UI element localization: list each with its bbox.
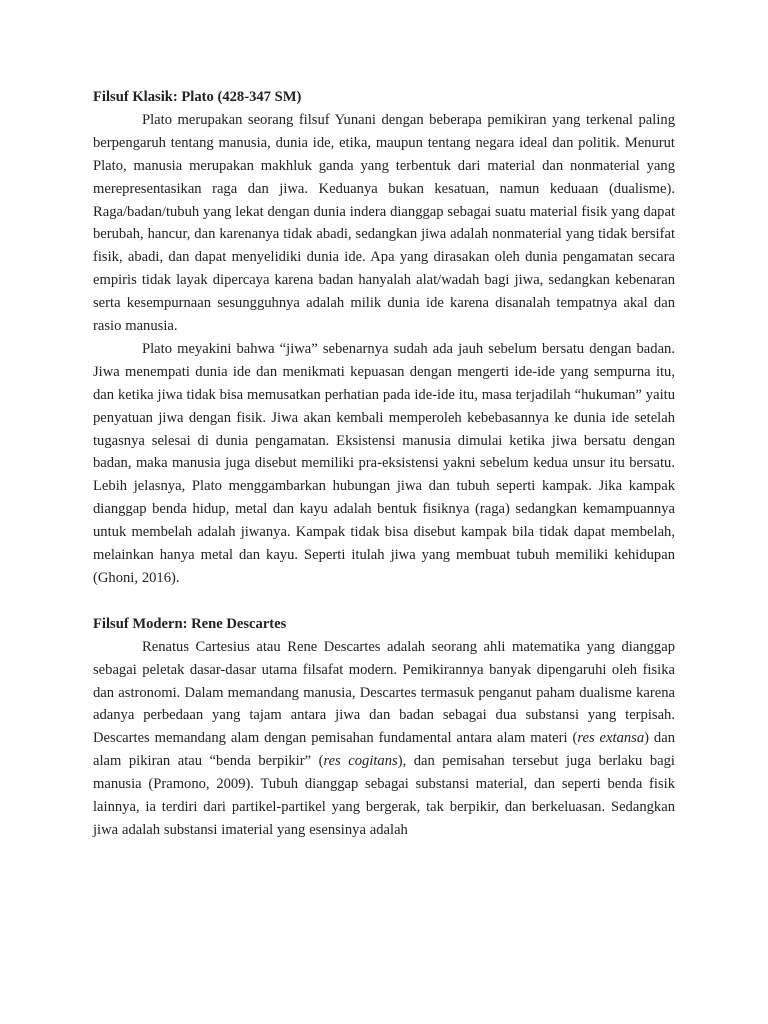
section-spacer <box>93 590 675 613</box>
text-run: Renatus Cartesius atau Rene Descartes adalah seorang ahli matematika yang dianggap sebagai peletak dasar-dasar utama filsafat modern. Pemikirannya banyak dipengaruhi oleh fisika dan astronomi. Dalam memandang manusia, Descartes termasuk penganut paham dualisme karena adanya perbedaan yang tajam antara jiwa dan badan sebagai dua substansi yang terpisah. Descartes memandang alam dengan pemisahan fundamental antara alam materi ( <box>93 638 675 747</box>
italic-term-res-cogitans: res cogitans <box>323 753 398 770</box>
italic-term-res-extansa: res extansa <box>577 730 645 747</box>
section-heading-descartes: Filsuf Modern: Rene Descartes <box>93 615 287 632</box>
text-run: ), dan pemisahan tersebut juga berlaku bagi manusia (Pramono, 2009). Tubuh dianggap sebagai substansi material, dan seperti benda fisik lainnya, ia terdiri dari partikel-partikel yang bergerak, tak berpikir, dan berkeluasan. Sedangkan jiwa adalah substansi imaterial yang esensinya adalah <box>93 753 675 838</box>
paragraph-plato-1: Plato merupakan seorang filsuf Yunani dengan beberapa pemikiran yang terkenal paling berpengaruh tentang manusia, dunia ide, etika, maupun tentang negara ideal dan politik. Menurut Plato, manusia merupakan makhluk ganda yang terbentuk dari material dan nonmaterial yang merepresentasikan raga dan jiwa. Keduanya bukan kesatuan, namun keduaan (dualisme). Raga/badan/tubuh yang lekat dengan dunia indera dianggap sebagai suatu material fisik yang dapat berubah, hancur, dan karenanya tidak abadi, sedangkan jiwa adalah nonmaterial yang tidak bersifat fisik, abadi, dan dapat menyelidiki dunia ide. Apa yang dirasakan oleh dunia pengamatan secara empiris tidak layak dipercaya karena badan hanyalah alat/wadah bagi jiwa, sedangkan kebenaran serta kesempurnaan sesungguhnya adalah milik dunia ide karena disanalah tempatnya akal dan rasio manusia. <box>93 111 675 335</box>
section-heading-plato: Filsuf Klasik: Plato (428-347 SM) <box>93 89 302 105</box>
document-body <box>93 86 675 842</box>
paragraph-plato-2: Plato meyakini bahwa “jiwa” sebenarnya sudah ada jauh sebelum bersatu dengan badan. Jiwa menempati dunia ide dan menikmati kepuasan dengan mengerti ide-ide yang sempurna itu, dan ketika jiwa tidak bisa memusatkan perhatian pada ide-ide itu, masa terjadilah “hukuman” yaitu penyatuan jiwa dengan fisik. Jiwa akan kembali memperoleh kebebasannya ke dunia ide setelah tugasnya selesai di dunia pengamatan. Eksistensi manusia dimulai ketika jiwa bersatu dengan badan, maka manusia juga disebut memiliki pra-eksistensi yakni sebelum kedua unsur itu bersatu. Lebih jelasnya, Plato menggambarkan hubungan jiwa dan tubuh seperti kampak. Jika kampak dianggap benda hidup, metal dan kayu adalah bentuk fisiknya (raga) sedangkan kemampuannya untuk membelah adalah jiwanya. Kampak tidak bisa disebut kampak bila tidak dapat membelah, melainkan hanya metal dan kayu. Seperti itulah jiwa yang membuat tubuh memiliki kehidupan (Ghoni, 2016). <box>93 340 675 587</box>
text-run: ) dan alam pikiran atau “benda berpikir” ( <box>93 730 675 770</box>
paragraph-descartes-1 <box>93 636 675 842</box>
